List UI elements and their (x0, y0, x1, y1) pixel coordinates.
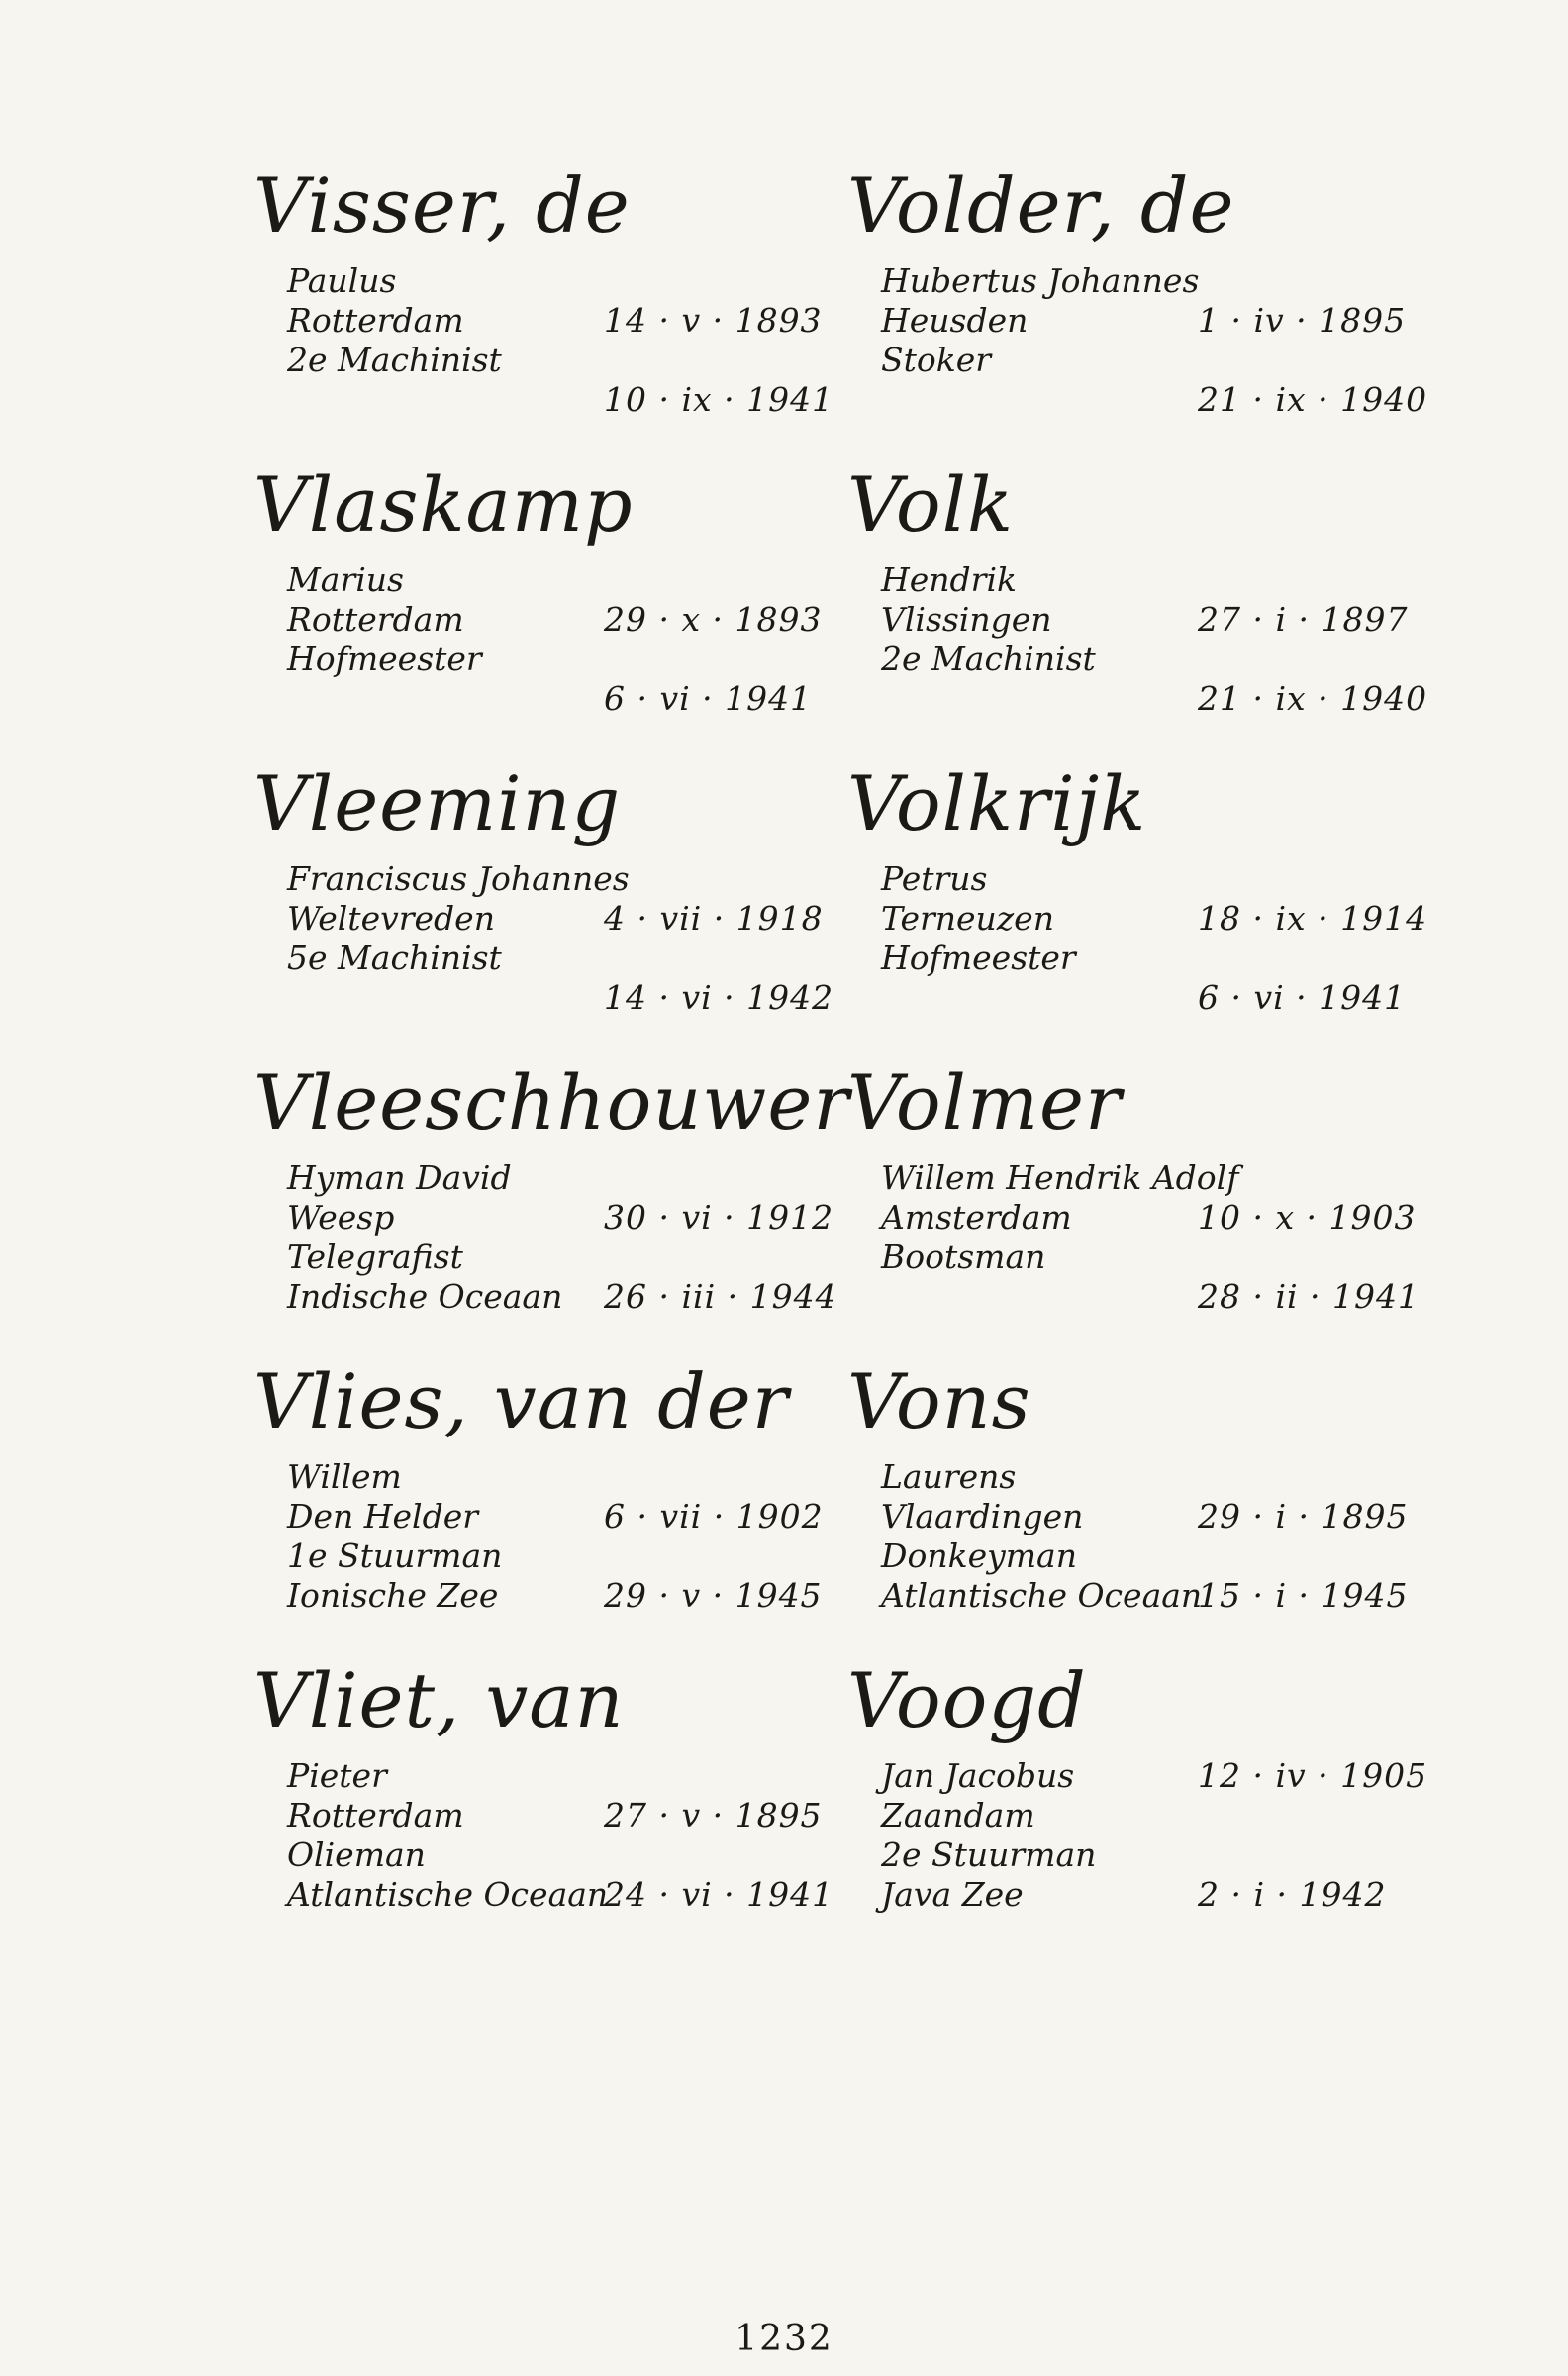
birth-line (853, 899, 1428, 939)
death-line (259, 978, 834, 1018)
death-line (259, 1277, 837, 1317)
given-name: Jan Jacobus (881, 1756, 1075, 1795)
surname: Vlies, van der (253, 1357, 790, 1445)
surname: Vleeming (253, 759, 622, 847)
rank-line (259, 1536, 814, 1576)
birth-place: Weesp (287, 1198, 395, 1237)
surname: Visser, de (253, 161, 631, 249)
left-column (253, 161, 850, 1962)
birth-date: 29 · x · 1893 (604, 600, 823, 639)
page-number: 1232 (735, 2319, 833, 2359)
given-name: Hubertus Johannes (881, 261, 1200, 300)
given-name: Hendrik (881, 560, 1018, 599)
rank: 2e Machinist (287, 341, 502, 379)
given-name: Pieter (287, 1756, 387, 1795)
surname: Volmer (847, 1058, 1123, 1146)
death-line (853, 380, 1428, 420)
entry-vlaskamp (253, 460, 823, 766)
given-name-line (853, 859, 1408, 899)
rank: 2e Machinist (881, 640, 1096, 678)
death-place: Atlantische Oceaan (287, 1875, 609, 1914)
given-name: Laurens (881, 1457, 1017, 1496)
rank: 5e Machinist (287, 939, 502, 977)
given-name: Petrus (881, 859, 988, 898)
given-name: Paulus (287, 261, 397, 300)
death-line (259, 380, 834, 420)
death-date: 26 · iii · 1944 (604, 1277, 837, 1316)
rank: Stoker (881, 341, 992, 379)
birth-date: 18 · ix · 1914 (1198, 899, 1428, 938)
entry-vons (847, 1357, 1409, 1663)
birth-place: Rotterdam (287, 600, 464, 639)
given-name-line (853, 1158, 1408, 1198)
given-name: Hyman David (287, 1158, 512, 1197)
given-name: Franciscus Johannes (287, 859, 630, 898)
death-place: Atlantische Oceaan (881, 1576, 1203, 1615)
birth-place: Amsterdam (881, 1198, 1072, 1237)
death-line (853, 978, 1408, 1018)
surname: Vliet, van (253, 1656, 625, 1744)
death-date: 6 · vi · 1941 (604, 679, 813, 718)
rank: Hofmeester (287, 640, 482, 678)
birth-date: 27 · v · 1895 (604, 1796, 823, 1834)
rank-line (853, 341, 1408, 380)
rank-line (259, 1835, 814, 1875)
birth-line (853, 1796, 1408, 1835)
given-name: Willem Hendrik Adolf (881, 1158, 1239, 1197)
given-name: Willem (287, 1457, 402, 1496)
surname: Volkrijk (847, 759, 1147, 847)
death-date: 10 · ix · 1941 (604, 380, 834, 419)
birth-place: Vlissingen (881, 600, 1052, 639)
birth-place: Rotterdam (287, 1796, 464, 1834)
surname: Vons (847, 1357, 1031, 1445)
death-date: 21 · ix · 1940 (1198, 380, 1428, 419)
birth-line (259, 899, 824, 939)
birth-date: 27 · i · 1897 (1198, 600, 1409, 639)
rank-line (259, 640, 814, 679)
entry-vleeming (253, 759, 834, 1065)
death-date: 2 · i · 1942 (1198, 1875, 1387, 1914)
death-line (853, 1875, 1408, 1915)
given-name: Marius (287, 560, 404, 599)
death-line (259, 1576, 823, 1616)
birth-line (853, 1497, 1408, 1536)
surname: Vlaskamp (253, 460, 634, 548)
given-name-line (853, 261, 1408, 301)
birth-date: 6 · vii · 1902 (604, 1497, 824, 1535)
rank-line (853, 1238, 1408, 1277)
birth-line (259, 600, 823, 640)
birth-line (259, 1198, 834, 1238)
entry-volder (847, 161, 1428, 467)
death-line (259, 1875, 834, 1915)
birth-line (853, 1198, 1417, 1238)
birth-date: 10 · x · 1903 (1198, 1198, 1417, 1237)
death-line (853, 1576, 1408, 1616)
death-place: Java Zee (881, 1875, 1024, 1914)
birth-line (259, 1796, 823, 1835)
birth-place: Zaandam (881, 1796, 1035, 1834)
rank-line (259, 1238, 814, 1277)
entry-volmer (847, 1058, 1421, 1364)
birth-date: 30 · vi · 1912 (604, 1198, 834, 1237)
rank-line (853, 1536, 1408, 1576)
death-date: 14 · vi · 1942 (604, 978, 834, 1017)
rank: Donkeyman (881, 1536, 1077, 1575)
entry-voogd (847, 1656, 1428, 1962)
given-name-line (853, 560, 1408, 600)
rank-line (259, 341, 814, 380)
surname: Volk (847, 460, 1015, 548)
rank: Olieman (287, 1835, 426, 1874)
birth-place: Terneuzen (881, 899, 1054, 938)
birth-date: 4 · vii · 1918 (604, 899, 824, 938)
entry-vliet (253, 1656, 834, 1962)
rank: Bootsman (881, 1238, 1046, 1276)
rank-line (259, 939, 814, 978)
given-name-line (259, 859, 814, 899)
rank-line (853, 1835, 1408, 1875)
surname: Volder, de (847, 161, 1235, 249)
given-name-line (259, 1756, 814, 1796)
death-date: 15 · i · 1945 (1198, 1576, 1409, 1615)
given-name-line (259, 560, 814, 600)
birth-place: Heusden (881, 301, 1029, 340)
given-name-line (259, 1158, 814, 1198)
given-name-line (259, 1457, 814, 1497)
rank: Hofmeester (881, 939, 1076, 977)
rank: 2e Stuurman (881, 1835, 1097, 1874)
death-date: 29 · v · 1945 (604, 1576, 823, 1615)
birth-place: Vlaardingen (881, 1497, 1084, 1535)
birth-date: 14 · v · 1893 (604, 301, 823, 340)
rank-line (853, 640, 1408, 679)
death-line (853, 679, 1428, 719)
birth-date: 29 · i · 1895 (1198, 1497, 1409, 1535)
surname: Voogd (847, 1656, 1087, 1744)
given-name-line (853, 1457, 1408, 1497)
death-date: 21 · ix · 1940 (1198, 679, 1428, 718)
death-date: 24 · vi · 1941 (604, 1875, 834, 1914)
birth-place: Rotterdam (287, 301, 464, 340)
birth-place: Den Helder (287, 1497, 479, 1535)
death-date: 6 · vi · 1941 (1198, 978, 1407, 1017)
death-line (259, 679, 814, 719)
birth-line (259, 301, 823, 341)
birth-date: 1 · iv · 1895 (1198, 301, 1407, 340)
death-place: Indische Oceaan (287, 1277, 563, 1316)
given-name-line (259, 261, 814, 301)
entry-volkrijk (847, 759, 1428, 1065)
birth-line (853, 301, 1408, 341)
right-column (847, 161, 1428, 1962)
birth-line (853, 600, 1408, 640)
entry-vleeschhouwer (253, 1058, 850, 1364)
entry-volk (847, 460, 1428, 766)
death-date: 28 · ii · 1941 (1198, 1277, 1421, 1316)
death-place: Ionische Zee (287, 1576, 499, 1615)
entry-vlies (253, 1357, 824, 1663)
rank: 1e Stuurman (287, 1536, 503, 1575)
surname: Vleeschhouwer (253, 1058, 850, 1146)
given-name-line (853, 1756, 1428, 1796)
birth-line (259, 1497, 824, 1536)
death-line (853, 1277, 1421, 1317)
birth-place: Weltevreden (287, 899, 495, 938)
entry-visser (253, 161, 834, 467)
rank-line (853, 939, 1408, 978)
birth-date: 12 · iv · 1905 (1198, 1756, 1428, 1795)
rank: Telegrafist (287, 1238, 463, 1276)
